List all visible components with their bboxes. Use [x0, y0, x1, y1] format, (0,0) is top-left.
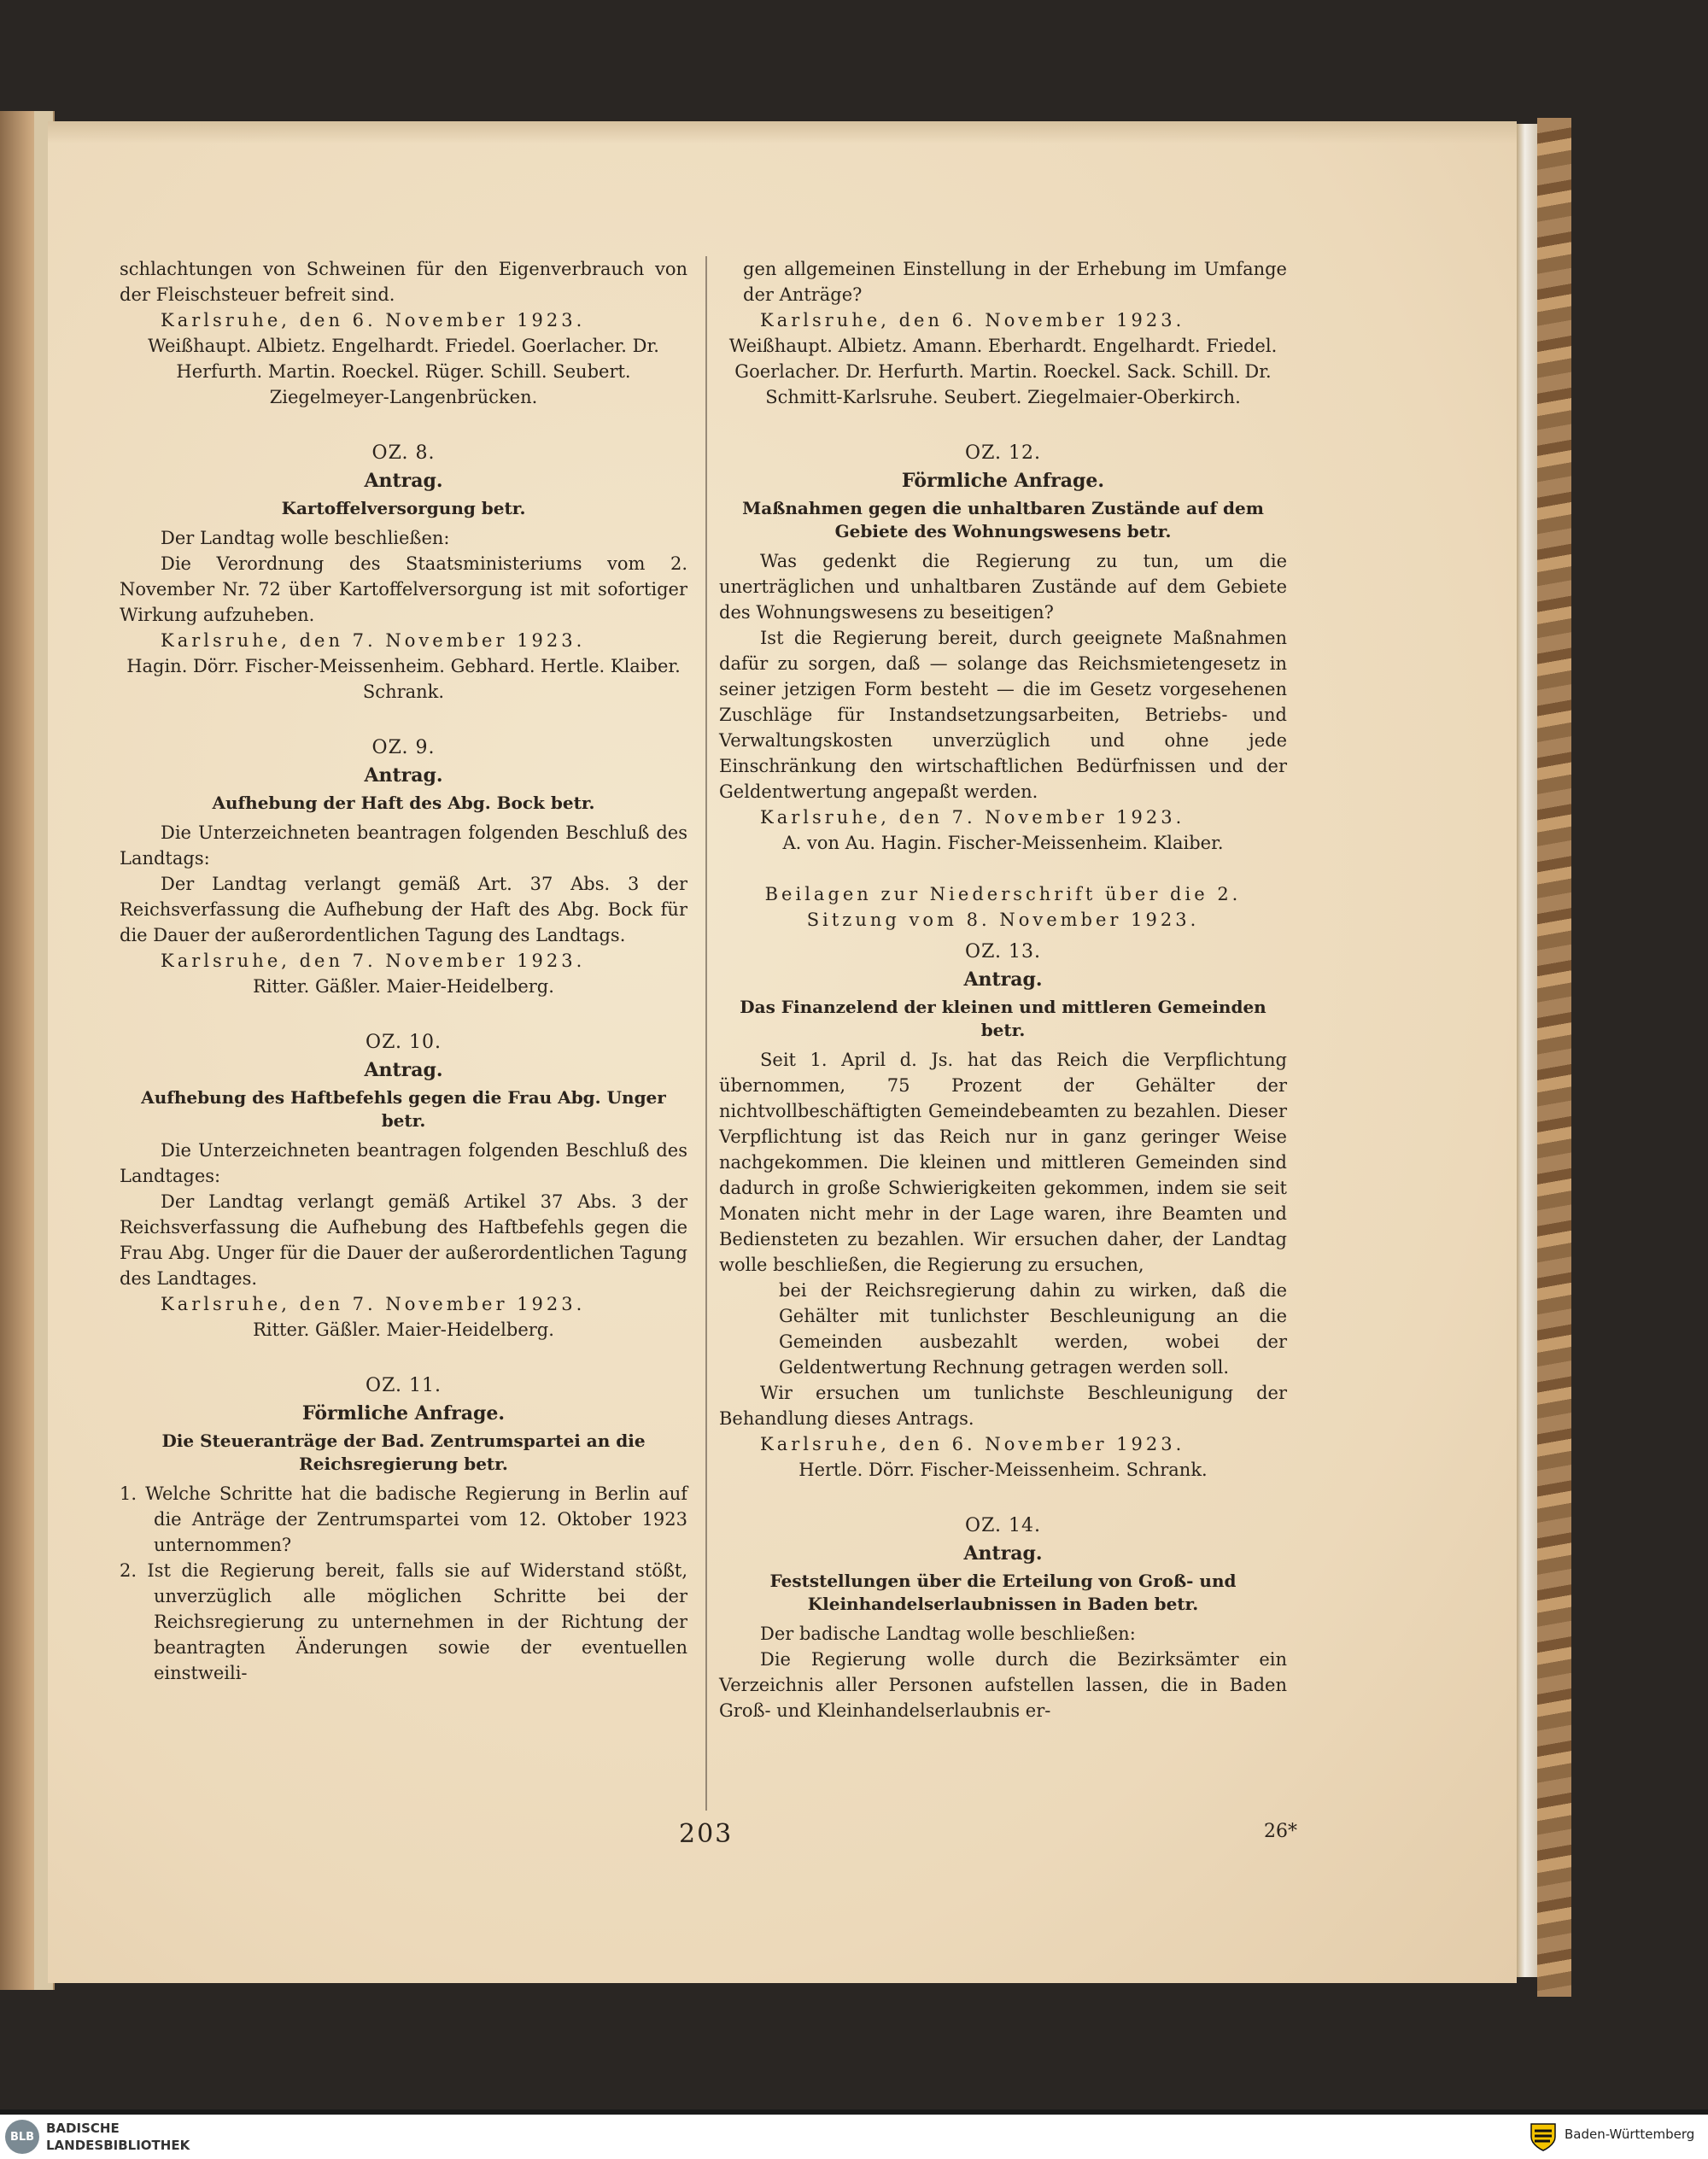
cont-signatures: Weißhaupt. Albietz. Amann. Eberhardt. Engelhardt. Friedel. Goerlacher. Dr. Herfurth. Martin. Roeckel. Sack. Schill. Dr. Schmitt-Karlsruhe. Seubert. Ziegelmaier-Oberkirch. [728, 336, 1278, 407]
coat-of-arms-icon[interactable] [1529, 2121, 1558, 2152]
s9-heading: OZ. 9. [371, 737, 436, 758]
s8-kind: Antrag. [364, 470, 443, 492]
intro-signatures: Weißhaupt. Albietz. Engelhardt. Friedel. Goerlacher. Dr. Herfurth. Martin. Roeckel. Rüger. Schill. Seubert. Ziegelmeyer-Langenbrücken. [148, 336, 659, 407]
s8-heading: OZ. 8. [371, 442, 436, 464]
s14-p1: Der badische Landtag wolle beschließen: [760, 1624, 1136, 1644]
s13-subject: Das Finanzelend der kleinen und mittleren Gemeinden betr. [740, 997, 1266, 1040]
intro-date: Karlsruhe, den 6. November 1923. [161, 310, 586, 331]
s8-p1: Der Landtag wolle beschließen: [161, 528, 450, 548]
s10-p1: Die Unterzeichneten beantragen folgenden Beschluß des Landtages: [120, 1140, 687, 1186]
s12-heading: OZ. 12. [965, 442, 1041, 464]
s10-p2: Der Landtag verlangt gemäß Artikel 37 Abs. 3 der Reichsverfassung die Aufhebung des Haftbefehls gegen die Frau Abg. Unger für die Dauer der außerordentlichen Tagung des Landtages. [120, 1191, 687, 1289]
page-top-shadow [48, 121, 1517, 143]
s10-subject: Aufhebung des Haftbefehls gegen die Frau Abg. Unger betr. [141, 1087, 666, 1131]
s13-p2: Wir ersuchen um tunlichste Beschleunigung der Behandlung dieses Antrags. [719, 1383, 1287, 1429]
s10-date: Karlsruhe, den 7. November 1923. [161, 1294, 586, 1314]
marbled-cover [1537, 118, 1571, 1997]
library-name[interactable] [46, 2120, 190, 2154]
s11-question-2: 2. Ist die Regierung bereit, falls sie auf Widerstand stößt, unverzüglich alle möglichen Schritte bei der Reichsregierung zu unternehmen in der Richtung der beantragten Änderungen sowie der eventuellen einstweili- [120, 1560, 687, 1683]
s9-kind: Antrag. [364, 764, 443, 787]
right-column [719, 256, 1287, 1723]
blb-logo-icon[interactable]: BLB [5, 2120, 39, 2154]
s9-date: Karlsruhe, den 7. November 1923. [161, 951, 586, 971]
s11-subject: Die Steueranträge der Bad. Zentrumspartei an die Reichsregierung betr. [161, 1431, 646, 1474]
s9-signatures: Ritter. Gäßler. Maier-Heidelberg. [253, 976, 554, 997]
s12-signatures: A. von Au. Hagin. Fischer-Meissenheim. Klaiber. [782, 833, 1224, 853]
s12-p2: Ist die Regierung bereit, durch geeignete Maßnahmen dafür zu sorgen, daß — solange das Reichsmietengesetz in seiner jetzigen Form besteht — die im Gesetz vorgesehenen Zuschläge für Instandsetzungsarbeiten, Betriebs- und Verwaltungskosten unverzüglich und ohne jede Einschränkung den wirtschaftlichen Bedürfnissen und der Geldentwertung angepaßt werden. [719, 628, 1287, 802]
s11-heading: OZ. 11. [366, 1375, 442, 1396]
state-name[interactable]: Baden-Württemberg [1565, 2127, 1695, 2142]
s14-p2: Die Regierung wolle durch die Bezirksämter ein Verzeichnis aller Personen aufstellen lassen, die in Baden Groß- und Kleinhandelserlaubnis er- [719, 1649, 1287, 1721]
s14-heading: OZ. 14. [965, 1515, 1041, 1536]
s13-date: Karlsruhe, den 6. November 1923. [760, 1434, 1185, 1454]
s8-signatures: Hagin. Dörr. Fischer-Meissenheim. Gebhard. Hertle. Klaiber. Schrank. [126, 656, 681, 702]
s11-question-1: 1. Welche Schritte hat die badische Regierung in Berlin auf die Anträge der Zentrumspartei vom 12. Oktober 1923 unternommen? [120, 1483, 687, 1555]
s14-kind: Antrag. [963, 1542, 1043, 1565]
s12-subject: Maßnahmen gegen die unhaltbaren Zustände auf dem Gebiete des Wohnungswesens betr. [742, 498, 1264, 541]
left-column [120, 256, 687, 1686]
beilagen-line: Beilagen zur Niederschrift über die 2. Sitzung vom 8. November 1923. [764, 884, 1242, 930]
s13-signatures: Hertle. Dörr. Fischer-Meissenheim. Schrank. [798, 1460, 1208, 1480]
s13-heading: OZ. 13. [965, 941, 1041, 962]
cont-date: Karlsruhe, den 6. November 1923. [760, 310, 1185, 331]
cont-text: gen allgemeinen Einstellung in der Erhebung im Umfange der Anträge? [743, 259, 1287, 305]
s12-p1: Was gedenkt die Regierung zu tun, um die unerträglichen und unhaltbaren Zustände auf dem Gebiete des Wohnungswesens zu beseitigen? [719, 551, 1287, 623]
s8-subject: Kartoffelversorgung betr. [281, 498, 526, 518]
s9-p1: Die Unterzeichneten beantragen folgenden Beschluß des Landtags: [120, 822, 687, 869]
s14-subject: Feststellungen über die Erteilung von Groß- und Kleinhandelserlaubnissen in Baden betr. [769, 1571, 1237, 1614]
s8-p2: Die Verordnung des Staatsministeriums vom 2. November Nr. 72 über Kartoffelversorgung ist mit sofortiger Wirkung aufzuheben. [120, 553, 687, 625]
s10-heading: OZ. 10. [366, 1032, 442, 1053]
s12-date: Karlsruhe, den 7. November 1923. [760, 807, 1185, 828]
footer-bar [0, 2115, 1708, 2159]
s10-kind: Antrag. [364, 1059, 443, 1081]
library-name-line1: BADISCHE [46, 2121, 120, 2136]
s12-kind: Förmliche Anfrage. [901, 470, 1105, 492]
s10-signatures: Ritter. Gäßler. Maier-Heidelberg. [253, 1319, 554, 1340]
s13-kind: Antrag. [963, 968, 1043, 991]
s9-p2: Der Landtag verlangt gemäß Art. 37 Abs. 3 der Reichsverfassung die Aufhebung der Haft des Abg. Bock für die Dauer der außerordentlichen Tagung des Landtags. [120, 874, 687, 945]
s13-p1: Seit 1. April d. Js. hat das Reich die Verpflichtung übernommen, 75 Prozent der Gehälter der nichtvollbeschäftigten Gemeindebeamten zu bezahlen. Dieser Verpflichtung ist das Reich nur in ganz geringer Weise nachgekommen. Die kleinen und mittleren Gemeinden sind dadurch in große Schwierigkeiten gekommen, indem sie seit Monaten nicht mehr in der Lage waren, ihre Beamten und Bediensteten zu bezahlen. Wir ersuchen daher, der Landtag wolle beschließen, die Regierung zu ersuchen, [719, 1050, 1287, 1275]
column-rule [705, 256, 707, 1811]
library-name-line2: LANDESBIBLIOTHEK [46, 2138, 190, 2153]
page-number: 203 [679, 1819, 734, 1849]
s11-kind: Förmliche Anfrage. [301, 1402, 506, 1425]
page-block-edge [1517, 124, 1537, 1977]
s8-date: Karlsruhe, den 7. November 1923. [161, 630, 586, 651]
signature-mark: 26* [1264, 1821, 1297, 1842]
s9-subject: Aufhebung der Haft des Abg. Bock betr. [212, 793, 595, 813]
s13-quote: bei der Reichsregierung dahin zu wirken, daß die Gehälter mit tunlichster Beschleunigung an die Gemeinden ausbezahlt werden, wobei der Geldentwertung Rechnung getragen werden soll. [779, 1280, 1287, 1378]
intro-text: schlachtungen von Schweinen für den Eigenverbrauch von der Fleischsteuer befreit sind. [120, 259, 687, 305]
